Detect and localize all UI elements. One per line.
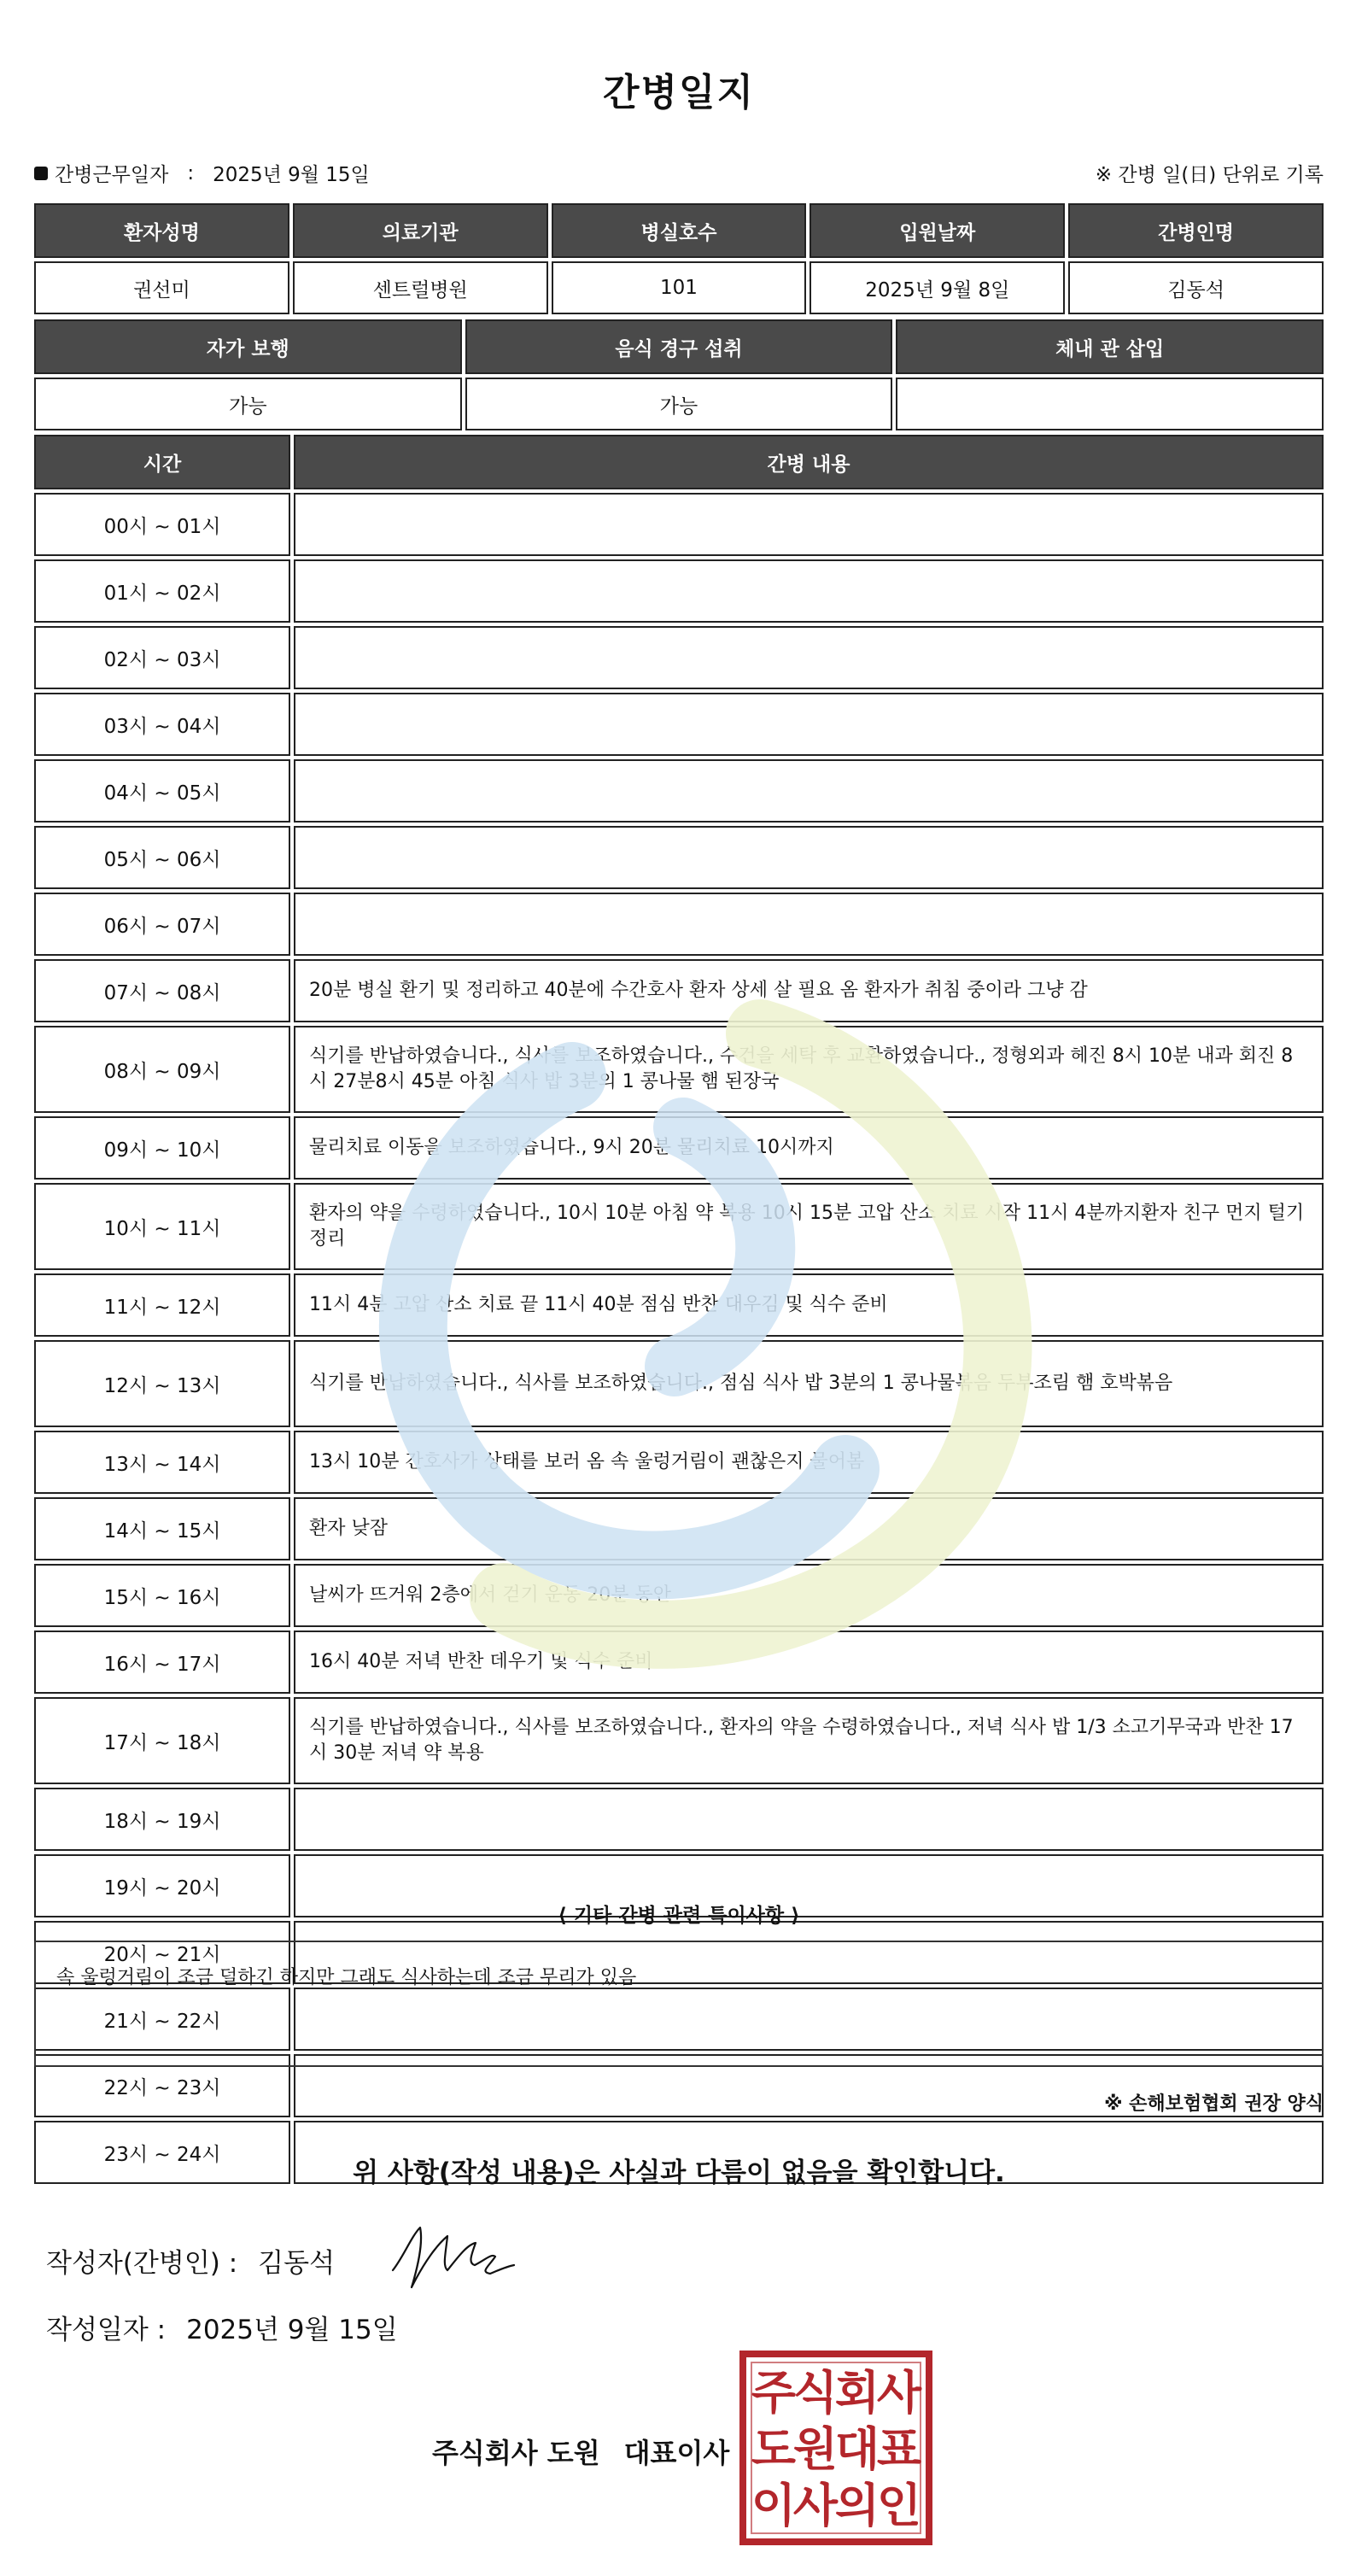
company-role: 대표이사 <box>623 2437 730 2469</box>
work-date-label: 간병근무일자 <box>55 164 169 186</box>
caregiver-name: 김동석 <box>1068 261 1324 314</box>
log-time-cell: 10시 ~ 11시 <box>34 1183 290 1270</box>
meta-row <box>34 159 1324 188</box>
log-time-cell: 05시 ~ 06시 <box>34 826 290 889</box>
log-time-cell: 07시 ~ 08시 <box>34 959 290 1022</box>
log-time-cell: 15시 ~ 16시 <box>34 1564 290 1627</box>
log-row <box>34 1116 1324 1180</box>
log-time-cell: 02시 ~ 03시 <box>34 626 290 689</box>
log-content-cell <box>294 759 1324 823</box>
seal-glyph: 의 <box>834 2479 880 2532</box>
log-time-cell: 08시 ~ 09시 <box>34 1026 290 1113</box>
header-oral-intake: 음식 경구 섭취 <box>465 319 893 374</box>
log-content-cell: 식기를 반납하였습니다., 식사를 보조하였습니다., 수건을 세탁 후 교환하였습니다., 정형외과 헤진 8시 10분 내과 회진 8시 27분8시 45분 아침 식사 밥 3분의 1 콩나물 햄 된장국 <box>294 1026 1324 1113</box>
log-row <box>34 759 1324 823</box>
writer-label: 작성자(간병인) : <box>46 2248 238 2279</box>
log-row <box>34 1564 1324 1627</box>
log-content-cell: 13시 10분 간호사가 상태를 보러 옴 속 울렁거림이 괜찮은지 물어봄 <box>294 1431 1324 1494</box>
work-date <box>34 159 370 187</box>
log-time-cell: 21시 ~ 22시 <box>34 1988 290 2051</box>
room-number: 101 <box>552 261 807 314</box>
log-time-cell: 14시 ~ 15시 <box>34 1497 290 1560</box>
log-row <box>34 493 1324 556</box>
log-row <box>34 1273 1324 1337</box>
seal-glyph: 대 <box>834 2422 880 2476</box>
log-time-cell: 06시 ~ 07시 <box>34 893 290 956</box>
header-patient-name: 환자성명 <box>34 203 289 258</box>
log-content-cell: 환자 낮잠 <box>294 1497 1324 1560</box>
confirmation-statement: 위 사항(작성 내용)은 사실과 다름이 없음을 확인합니다. <box>353 2157 1005 2188</box>
patient-status-table <box>31 316 1327 434</box>
company-line <box>432 2432 729 2471</box>
oral-intake-value: 가능 <box>465 378 893 430</box>
company-seal-stamp <box>738 2349 934 2547</box>
seal-glyph: 도 <box>751 2422 797 2476</box>
hospital-name: 센트럴병원 <box>293 261 548 314</box>
log-content-cell <box>294 1788 1324 1851</box>
log-content-cell <box>294 559 1324 623</box>
special-notes-title: ⟨ 기타 간병 관련 특이사항 ⟩ <box>558 1905 800 1927</box>
log-row <box>34 559 1324 623</box>
log-time-cell: 09시 ~ 10시 <box>34 1116 290 1180</box>
write-date-label: 작성일자 : <box>46 2315 167 2345</box>
handwritten-signature <box>386 2210 540 2296</box>
page-title: 간병일지 <box>602 71 755 114</box>
log-content-cell: 16시 40분 저녁 반찬 데우기 및 식수 준비 <box>294 1630 1324 1694</box>
special-notes-box <box>34 1941 1324 2067</box>
log-time-cell: 11시 ~ 12시 <box>34 1273 290 1337</box>
log-row <box>34 1340 1324 1427</box>
log-row <box>34 959 1324 1022</box>
log-content-cell: 식기를 반납하였습니다., 식사를 보조하였습니다., 점심 식사 밥 3분의 1 콩나물볶음 두부조림 햄 호박볶음 <box>294 1340 1324 1427</box>
log-row <box>34 626 1324 689</box>
seal-glyph: 주 <box>751 2366 797 2420</box>
header-care-content: 간병 내용 <box>294 435 1324 489</box>
self-walking-value: 가능 <box>34 378 462 430</box>
log-content-cell <box>294 626 1324 689</box>
log-content-cell: 식기를 반납하였습니다., 식사를 보조하였습니다., 환자의 약을 수령하였습니다., 저녁 식사 밥 1/3 소고기무국과 반찬 17시 30분 저녁 약 복용 <box>294 1697 1324 1784</box>
header-time: 시간 <box>34 435 290 489</box>
work-date-value: 2025년 9월 15일 <box>213 164 370 186</box>
seal-glyph: 식 <box>792 2366 839 2420</box>
log-content-cell <box>294 893 1324 956</box>
work-date-separator: : <box>187 161 195 184</box>
writer-line <box>46 2241 335 2280</box>
write-date-value: 2025년 9월 15일 <box>186 2315 398 2345</box>
header-room: 병실호수 <box>552 203 807 258</box>
log-content-cell: 물리치료 이동을 보조하였습니다., 9시 20분 물리치료 10시까지 <box>294 1116 1324 1180</box>
log-time-cell: 18시 ~ 19시 <box>34 1788 290 1851</box>
log-time-cell: 17시 ~ 18시 <box>34 1697 290 1784</box>
seal-glyph: 인 <box>876 2479 922 2532</box>
log-content-cell: 11시 4분 고압 산소 치료 끝 11시 40분 점심 반찬 대우김 및 식수 준비 <box>294 1273 1324 1337</box>
special-notes-text: 속 울렁거림이 조금 덜하긴 하지만 그래도 식사하는데 조금 무리가 있음 <box>56 1967 637 1988</box>
seal-glyph: 표 <box>876 2422 922 2476</box>
tube-insertion-value <box>896 378 1324 430</box>
log-row <box>34 1788 1324 1851</box>
writer-name: 김동석 <box>258 2248 336 2279</box>
patient-name: 권선미 <box>34 261 289 314</box>
log-row <box>34 1497 1324 1560</box>
header-self-walking: 자가 보행 <box>34 319 462 374</box>
log-row <box>34 1026 1324 1113</box>
log-row <box>34 1431 1324 1494</box>
write-date-line <box>46 2308 398 2346</box>
log-time-cell: 23시 ~ 24시 <box>34 2121 290 2184</box>
log-time-cell: 20시 ~ 21시 <box>34 1921 290 1984</box>
header-caregiver: 간병인명 <box>1068 203 1324 258</box>
source-note: ※ 손해보험협회 권장 양식 <box>1104 2093 1324 2115</box>
log-time-cell: 12시 ~ 13시 <box>34 1340 290 1427</box>
header-tube-insertion: 체내 관 삽입 <box>896 319 1324 374</box>
log-row <box>34 1183 1324 1270</box>
log-time-cell: 04시 ~ 05시 <box>34 759 290 823</box>
header-hospital: 의료기관 <box>293 203 548 258</box>
log-time-cell: 13시 ~ 14시 <box>34 1431 290 1494</box>
log-time-cell: 00시 ~ 01시 <box>34 493 290 556</box>
seal-glyph: 회 <box>834 2366 880 2420</box>
admission-date: 2025년 9월 8일 <box>810 261 1065 314</box>
log-row <box>34 893 1324 956</box>
log-time-cell: 16시 ~ 17시 <box>34 1630 290 1694</box>
log-time-cell: 19시 ~ 20시 <box>34 1854 290 1917</box>
log-content-cell <box>294 826 1324 889</box>
log-content-cell: 환자의 약을 수령하였습니다., 10시 10분 아침 약 복용 10시 15분 고압 산소 치료 시작 11시 4분까지환자 친구 먼지 털기 정리 <box>294 1183 1324 1270</box>
seal-glyph: 이 <box>751 2479 797 2532</box>
seal-glyph: 사 <box>792 2479 839 2532</box>
patient-info-table <box>31 200 1327 318</box>
log-time-cell: 03시 ~ 04시 <box>34 693 290 756</box>
log-row <box>34 1630 1324 1694</box>
header-admission-date: 입원날짜 <box>810 203 1065 258</box>
log-content-cell: 20분 병실 환기 및 정리하고 40분에 수간호사 환자 상세 살 필요 옴 환자가 취침 중이라 그냥 감 <box>294 959 1324 1022</box>
log-content-cell <box>294 493 1324 556</box>
seal-glyph: 사 <box>876 2366 922 2420</box>
bullet-square-icon <box>34 167 48 180</box>
seal-glyph: 원 <box>792 2422 839 2476</box>
log-row <box>34 693 1324 756</box>
log-time-cell: 01시 ~ 02시 <box>34 559 290 623</box>
log-time-cell: 22시 ~ 23시 <box>34 2054 290 2117</box>
record-unit-note: ※ 간병 일(日) 단위로 기록 <box>1095 164 1324 186</box>
log-row <box>34 1697 1324 1784</box>
log-content-cell <box>294 693 1324 756</box>
company-name: 주식회사 도원 <box>432 2437 600 2469</box>
log-content-cell: 날씨가 뜨거워 2층에서 걷기 운동 20분 동안 <box>294 1564 1324 1627</box>
log-row <box>34 826 1324 889</box>
